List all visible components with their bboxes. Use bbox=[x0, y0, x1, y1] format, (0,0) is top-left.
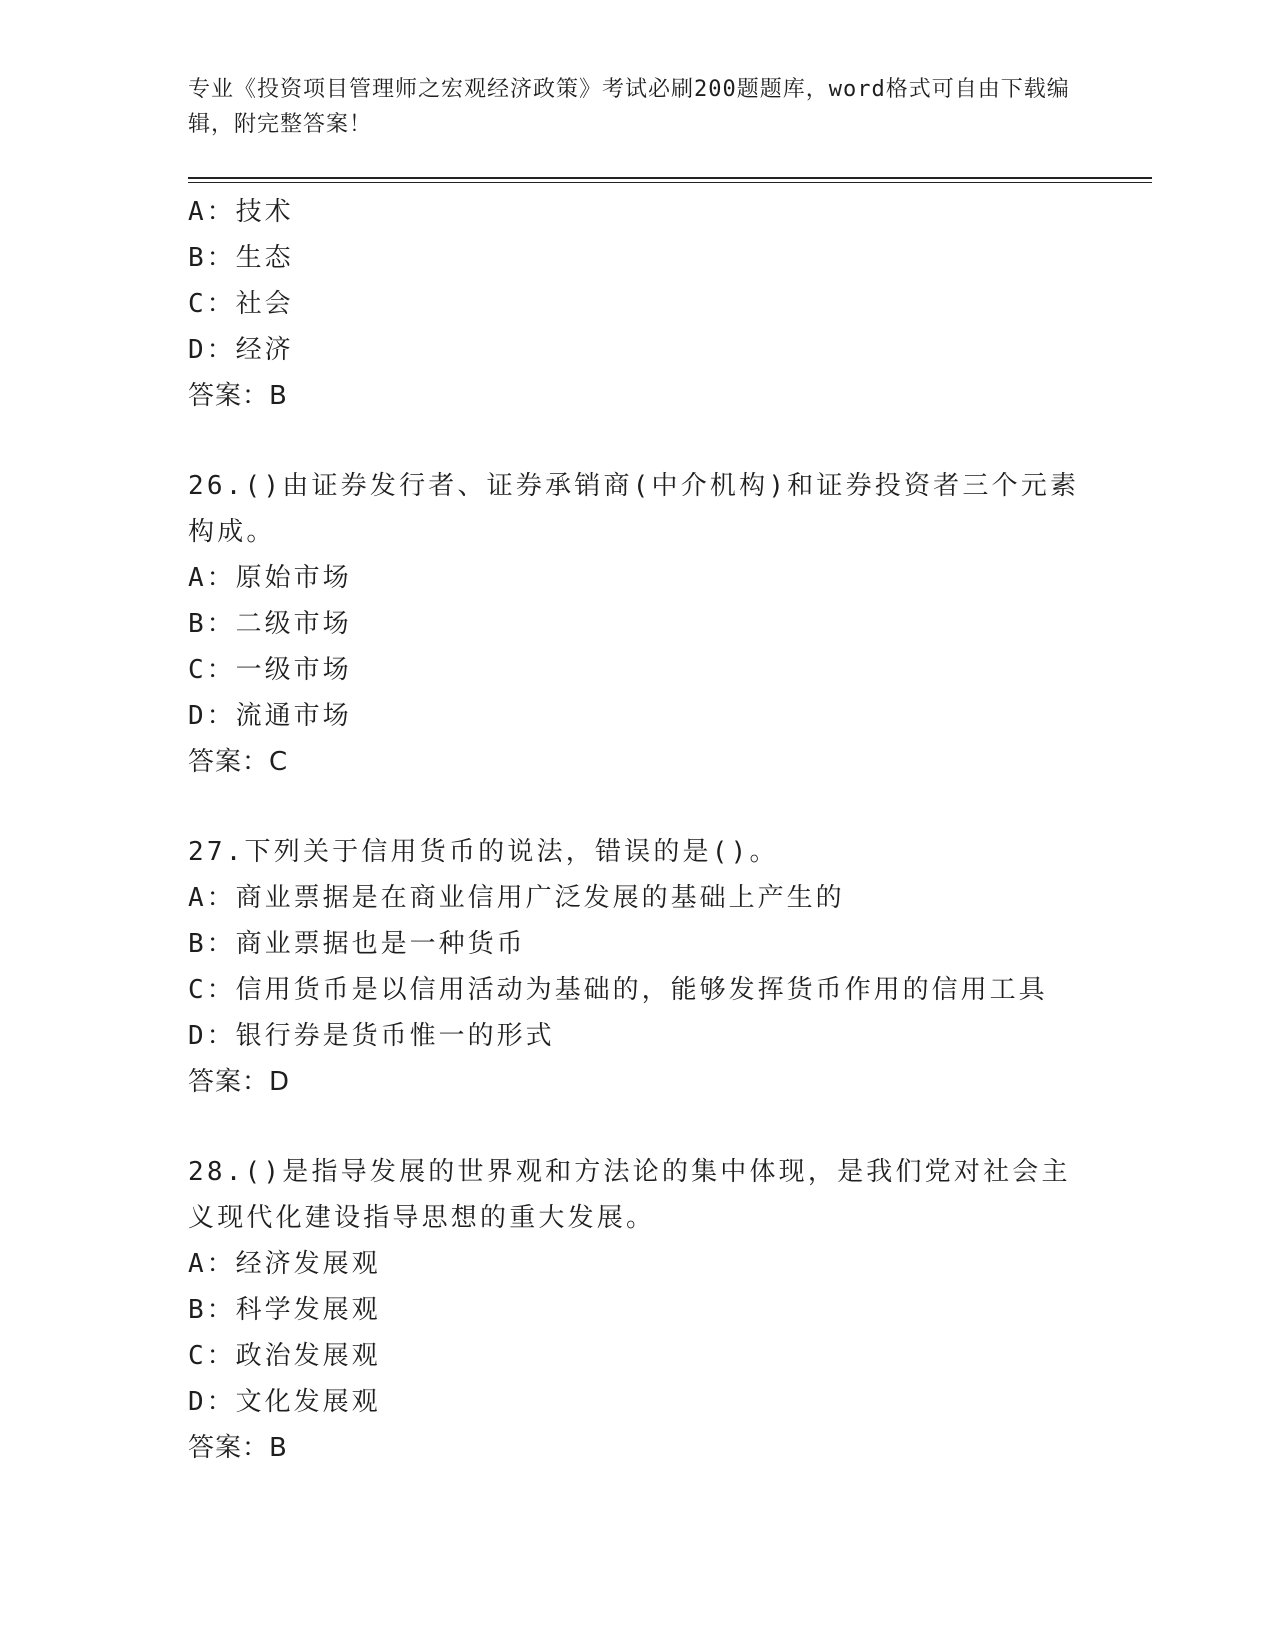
answer-line: 答案：B bbox=[188, 381, 288, 411]
question-25-block bbox=[188, 189, 1088, 419]
option-a: A：原始市场 bbox=[188, 563, 352, 593]
option-b: B：生态 bbox=[188, 243, 294, 273]
question-28-block bbox=[188, 1149, 1088, 1471]
answer-line: 答案：C bbox=[188, 747, 289, 777]
question-26-block bbox=[188, 463, 1088, 785]
option-c: C：政治发展观 bbox=[188, 1341, 381, 1371]
option-d: D：文化发展观 bbox=[188, 1387, 381, 1417]
header-divider-thick bbox=[188, 177, 1152, 179]
option-a: A：技术 bbox=[188, 197, 294, 227]
spacer bbox=[188, 1105, 1088, 1149]
question-stem: 27.下列关于信用货币的说法，错误的是()。 bbox=[188, 837, 779, 867]
header-divider-thin bbox=[188, 182, 1152, 183]
option-a: A：商业票据是在商业信用广泛发展的基础上产生的 bbox=[188, 883, 845, 913]
question-stem: 28.()是指导发展的世界观和方法论的集中体现，是我们党对社会主义现代化建设指导思想的重大发展。 bbox=[188, 1157, 1071, 1233]
document-header: 专业《投资项目管理师之宏观经济政策》考试必刷200题题库，word格式可自由下载编辑，附完整答案！ bbox=[188, 77, 1070, 137]
option-d: D：经济 bbox=[188, 335, 294, 365]
option-c: C：社会 bbox=[188, 289, 294, 319]
option-c: C：一级市场 bbox=[188, 655, 352, 685]
option-a: A：经济发展观 bbox=[188, 1249, 381, 1279]
option-b: B：商业票据也是一种货币 bbox=[188, 929, 526, 959]
answer-line: 答案：B bbox=[188, 1433, 288, 1463]
question-27-block bbox=[188, 829, 1088, 1105]
spacer bbox=[188, 785, 1088, 829]
spacer bbox=[188, 419, 1088, 463]
option-c: C：信用货币是以信用活动为基础的，能够发挥货币作用的信用工具 bbox=[188, 975, 1048, 1005]
answer-line: 答案：D bbox=[188, 1067, 291, 1097]
option-b: B：二级市场 bbox=[188, 609, 352, 639]
question-stem: 26.()由证券发行者、证券承销商(中介机构)和证券投资者三个元素构成。 bbox=[188, 471, 1080, 547]
option-d: D：流通市场 bbox=[188, 701, 352, 731]
question-list bbox=[188, 189, 1088, 1471]
option-d: D：银行券是货币惟一的形式 bbox=[188, 1021, 555, 1051]
option-b: B：科学发展观 bbox=[188, 1295, 381, 1325]
